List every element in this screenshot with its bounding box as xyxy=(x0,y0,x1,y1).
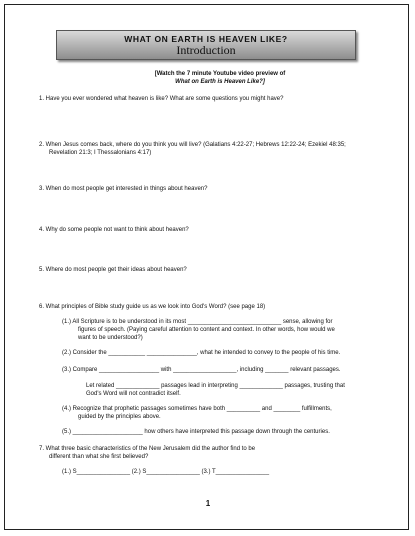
title-banner xyxy=(56,30,356,60)
question-2: 2. When Jesus comes back, where do you think you will live? (Galatians 4:22-27; Hebrews 12:22-24; Ezekiel 48:35; xyxy=(39,142,346,148)
video-note-line1: [Watch the 7 minute Youtube video preview of xyxy=(154,71,286,77)
principle-3-note-line2: God's Word will not contradict itself. xyxy=(86,391,181,397)
question-6: 6. What principles of Bible study guide us as we look into God's Word? (see page 18) xyxy=(39,304,266,310)
question-7-continued: different than what she first believed? xyxy=(49,454,149,460)
question-3: 3. When do most people get interested in things about heaven? xyxy=(39,186,208,192)
principle-1-line2: figures of speech. (Paying careful attention to content and context. In other words, how would we xyxy=(78,327,335,333)
principle-4: (4.) Recognize that prophetic passages sometimes have both __________ and ________ fulfillments, xyxy=(62,406,332,412)
principle-1: (1.) All Scripture is to be understood in its most ____________________________ sense, allowing for xyxy=(62,319,333,325)
video-note xyxy=(120,70,320,86)
question-4: 4. Why do some people not want to think about heaven? xyxy=(39,227,189,233)
video-note-line2: What on Earth is Heaven Like?] xyxy=(175,79,265,85)
question-1: 1. Have you ever wondered what heaven is like? What are some questions you might have? xyxy=(39,96,284,102)
question-7: 7. What three basic characteristics of the New Jerusalem did the author find to be xyxy=(39,446,256,452)
principle-3-note: Let related _____________ passages lead in interpreting _____________ passages, trusting that xyxy=(86,383,345,389)
page-title: WHAT ON EARTH IS HEAVEN LIKE? xyxy=(124,34,288,44)
principle-2: (2.) Consider the ___________ _______________, what he intended to convey to the people of his time. xyxy=(62,350,341,356)
question-5: 5. Where do most people get their ideas about heaven? xyxy=(39,267,187,273)
page-subtitle: Introduction xyxy=(176,43,236,57)
question-2-continued: Revelation 21:3; I Thessalonians 4:17) xyxy=(49,150,152,156)
principle-4-line2: guided by the principles above. xyxy=(78,414,161,420)
question-7-answers: (1.) S________________ (2.) S________________ (3.) T________________ xyxy=(62,469,270,475)
page-number: 1 xyxy=(205,499,211,508)
principle-3: (3.) Compare __________________ with ___________________, including _______ relevant passages. xyxy=(62,367,341,373)
principle-5: (5.) _____________________ how others have interpreted this passage down through the centuries. xyxy=(62,429,330,435)
principle-1-line3: want to be understood?) xyxy=(78,335,143,341)
